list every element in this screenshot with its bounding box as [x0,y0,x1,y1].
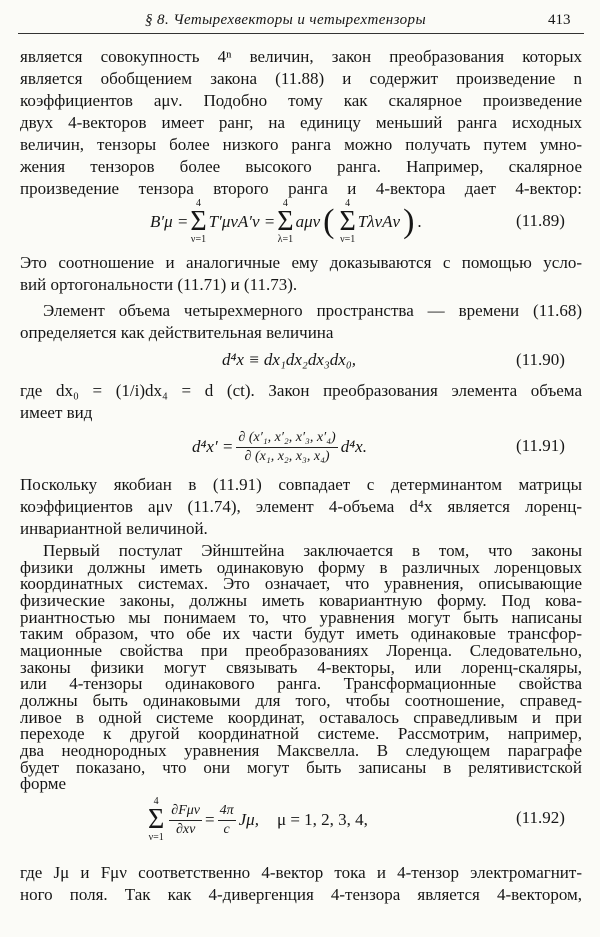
text-line: инвариантной величиной. [20,519,208,538]
equation-number: (11.92) [516,808,565,827]
eq-lhs: d⁴x′ = [192,437,234,456]
header-rule [18,33,584,34]
text-line: вий ортогональности (11.71) и (11.73). [20,275,298,294]
eq-rhs: d⁴x. [340,437,367,456]
equation-11-91 [0,424,600,470]
divergence-fraction: $\frac{\text{∂Fμν}}{\partial x\nu}$ [171,803,201,837]
text-line: таким образом, что обе их части будут иметь одинаковые трансфор- [20,624,582,643]
sum-symbol: 4 Σ λ=1 [277,198,294,245]
eq-term: aμν [295,212,321,231]
text-line: определяется как действительная величина [20,323,334,342]
constant-fraction: $\frac{4\pi}{c}$ [219,803,234,837]
text-line: Первый постулат Эйнштейна заключается в том, что законы [43,541,582,560]
equation-number: (11.90) [516,350,565,369]
text-line: имеет вид [20,403,93,422]
text-line: координатных системах. Это означает, что уравнения, описывающие [20,574,582,593]
text-line: величин, тензоры более низкого ранга можно получать путем умно- [20,135,582,154]
text-line: жения тензоров более высокого ранга. Например, скалярное [20,157,582,176]
eq-lhs: B′μ = [150,212,189,231]
text-line: двух 4-векторов имеет ранг, на единицу меньший ранга исходных [20,113,582,132]
jacobian-fraction: $\frac{\text{∂ (x′₁, x′₂, x′₃, x′₄)}}{\text{∂ (x₁, x₂, x₃, x₄)}}$ [238,430,336,464]
sum-symbol: 4 Σ ν=1 [190,198,207,245]
text-line: форме [20,774,67,793]
text-line: Поскольку якобиан в (11.91) совпадает с детерминантом матрицы [20,475,582,494]
equation-11-92: 4 Σ ν=1 $\frac{\text{∂Fμν}}{\partial x\nu}$ = $\frac{4\pi}{c}$ Jμ, μ = 1, 2, 3, 4, (11.92) [148,796,565,843]
text-line: будет показано, что они могут быть записаны в релятивистской [20,758,582,777]
text-line: является обобщением закона (11.88) и содержит произведение n [20,69,582,88]
text-line: законы физики могут связывать 4-векторы, или лоренц-скаляры, [20,658,582,677]
sum-symbol: 4 Σ ν=1 [339,198,356,245]
text-line: где Jμ и Fμν соответственно 4-вектор тока и 4-тензор электромагнит- [20,863,582,882]
text-line: два неоднородных уравнения Максвелла. В следующем параграфе [20,741,582,760]
text-line: или 4-тензоры одинакового ранга. Трансформационные свойства [20,674,582,693]
text-line: где dx₀ = (1/i)dx₄ = d (ct). Закон преобразования элемента объема [20,381,582,400]
text-line: является совокупность 4ⁿ величин, закон преобразования которых [20,47,582,66]
text-line: Это соотношение и аналогичные ему доказываются с помощью усло- [20,253,582,272]
text-line: Элемент объема четырехмерного пространства — времени (11.68) [43,301,582,320]
text-line: переходе к другой координатной системе. Рассмотрим, например, [20,724,582,743]
page-number: 413 [548,12,571,28]
text-line: физические законы, должны иметь ковариантную форму. Под кова- [20,591,582,610]
eq-term: TλνAν [357,212,401,231]
text-line: мационные свойства при преобразованиях Лоренца. Следовательно, [20,641,582,660]
text-line: должны быть одинаковыми для того, чтобы соотношение, справед- [20,691,582,710]
eq-body: d⁴x ≡ dx₁dx₂dx₃dx₀, [222,350,356,369]
running-header [0,0,600,40]
equation-number: (11.91) [516,436,565,455]
equation-number: (11.89) [516,211,565,230]
text-line: ливое в одной системе координат, оставалось справедливым и при [20,708,582,727]
text-line: коэффициентов aμν (11.74), элемент 4-объема d⁴x является лоренц- [20,497,582,516]
sum-symbol: 4 Σ ν=1 [148,796,165,843]
text-line: коэффициентов aμν. Подобно тому как скалярное произведение [20,91,582,110]
text-line: физики должны иметь одинаковую форму в различных лоренцовых [20,558,582,577]
equation-11-89: B′μ = 4 Σ ν=1 T′μνA′ν = 4 Σ λ=1 aμν ( 4 Σ ν=1 TλνAν ) . (11.89) [150,198,565,245]
eq-term: T′μνA′ν = [208,212,276,231]
text-line: ного поля. Так как 4-дивергенция 4-тензора является 4-вектором, [20,885,582,904]
chapter-section-title: § 8. Четырехвекторы и четырехтензоры [145,12,427,28]
text-line: произведение тензора второго ранга и 4-вектора дает 4-вектор: [20,179,582,198]
equation-11-90 [0,350,600,376]
text-line: риантностью мы понимаем то, что уравнения могут быть написаны [20,608,582,627]
